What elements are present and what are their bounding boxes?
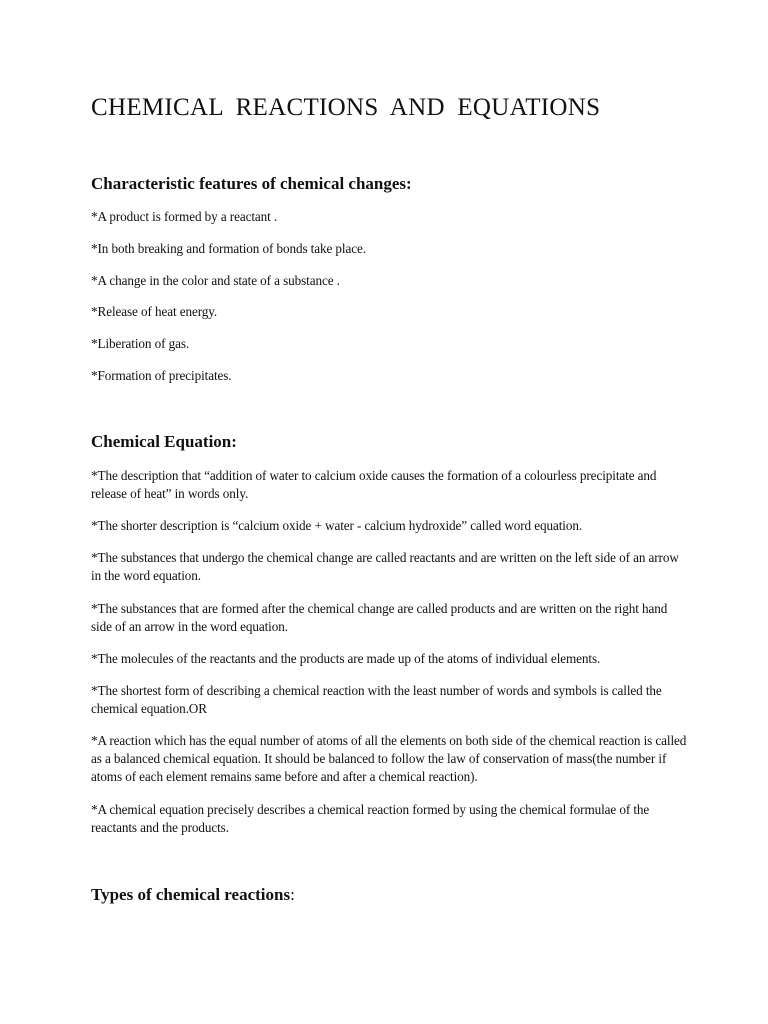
list-item: *Liberation of gas. xyxy=(91,336,190,351)
heading-text: Types of chemical reactions xyxy=(91,885,291,904)
heading-characteristic-features: Characteristic features of chemical changes: xyxy=(91,174,412,193)
list-item: *A change in the color and state of a substance . xyxy=(91,273,340,288)
heading-colon: : xyxy=(290,885,295,904)
paragraph: *A chemical equation precisely describes a chemical reaction formed by using the chemical formulae of the reactants and the products. xyxy=(91,802,650,835)
list-item: *In both breaking and formation of bonds take place. xyxy=(91,241,366,256)
document-title: CHEMICAL REACTIONS AND EQUATIONS xyxy=(91,94,601,121)
heading-chemical-equation: Chemical Equation: xyxy=(91,432,237,451)
paragraph: *The substances that undergo the chemical change are called reactants and are written on the left side of an arrow in the word equation. xyxy=(91,550,679,583)
list-item: *Release of heat energy. xyxy=(91,304,218,319)
heading-types-of-chemical-reactions xyxy=(91,884,295,906)
paragraph: *The molecules of the reactants and the products are made up of the atoms of individual elements. xyxy=(91,651,601,666)
paragraph: *The substances that are formed after the chemical change are called products and are written on the right hand side of an arrow in the word equation. xyxy=(91,601,668,634)
list-item: *Formation of precipitates. xyxy=(91,368,232,383)
paragraph: *A reaction which has the equal number of atoms of all the elements on both side of the chemical reaction is called as a balanced chemical equation. It should be balanced to follow the law of conservation of mass(the number if atoms of each element remains same before and after a chemical reaction). xyxy=(91,733,687,784)
list-item: *A product is formed by a reactant . xyxy=(91,209,278,224)
paragraph: *The shortest form of describing a chemical reaction with the least number of words and symbols is called the chemical equation.OR xyxy=(91,683,662,716)
paragraph: *The description that “addition of water to calcium oxide causes the formation of a colourless precipitate and release of heat” in words only. xyxy=(91,468,657,501)
paragraph: *The shorter description is “calcium oxide + water - calcium hydroxide” called word equation. xyxy=(91,518,583,533)
